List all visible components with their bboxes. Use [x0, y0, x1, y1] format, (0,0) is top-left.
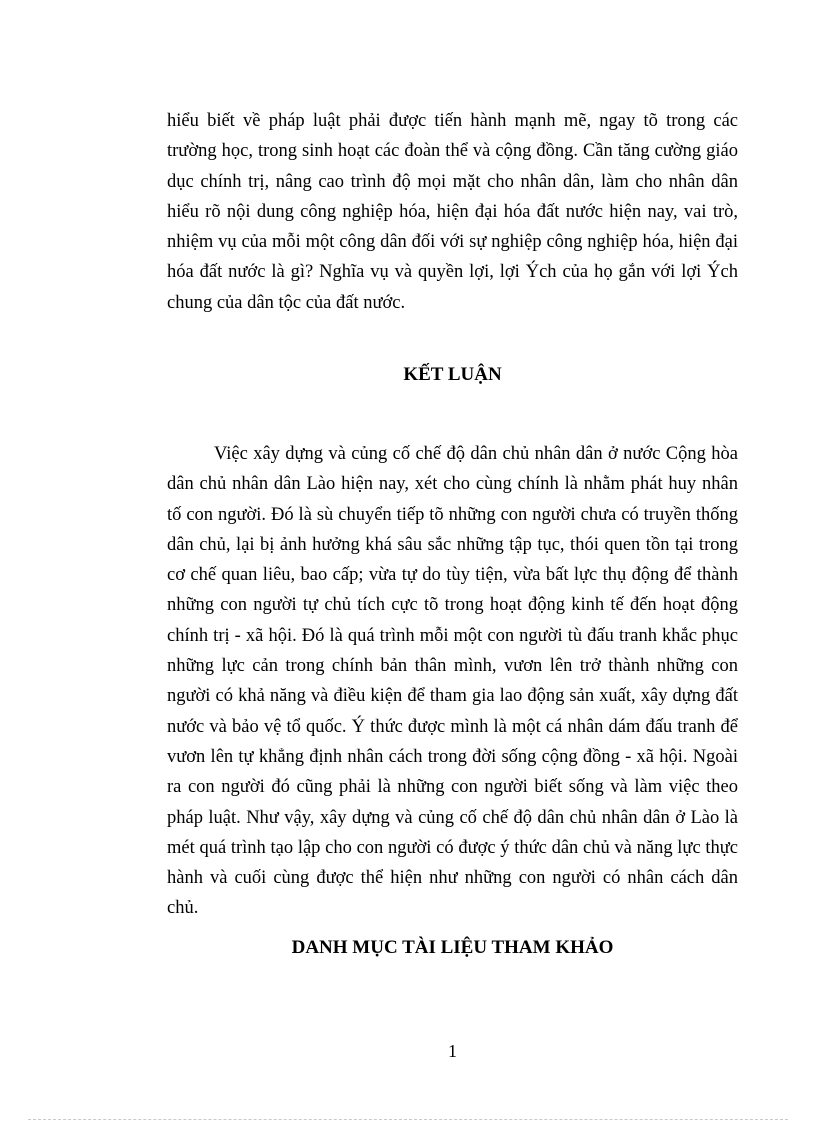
- page-number: 1: [448, 1041, 457, 1061]
- heading-references: DANH MỤC TÀI LIỆU THAM KHẢO: [291, 937, 614, 958]
- paragraph-conclusion-body: Việc xây dựng và củng cố chế độ dân chủ nhân dân ở nước Cộng hòa dân chủ nhân dân Lào hiện nay, xét cho cùng chính là nhằm phát huy nhân tố con người. Đó là sù chuyển tiếp tõ những con người chưa có truyền thống dân chủ, lại bị ảnh hưởng khá sâu sắc những tập tục, thói quen tồn tại trong cơ chế quan liêu, bao cấp; vừa tự do tùy tiện, vừa bất lực thụ động để thành những con người tự chủ tích cực tõ trong hoạt động kinh tế đến hoạt động chính trị - xã hội. Đó là quá trình mỗi một con người tù đấu tranh khắc phục những lực cản trong chính bản thân mình, vươn lên trở thành những con người có khả năng và điều kiện để tham gia lao động sản xuất, xây dựng đất nước và bảo vệ tổ quốc. Ý thức được mình là một cá nhân dám đấu tranh để vươn lên tự khẳng định nhân cách trong đời sống cộng đồng - xã hội. Ngoài ra con người đó cũng phải là những con người biết sống và làm việc theo pháp luật. Như vậy, xây dựng và củng cố chế độ dân chủ nhân dân ở Lào là mét quá trình tạo lập cho con người có được ý thức dân chủ và năng lực thực hành và cuối cùng được thể hiện như những con người có nhân cách dân chủ.: [167, 444, 738, 919]
- heading-conclusion: KẾT LUẬN: [403, 364, 502, 385]
- paragraph-continuation: hiểu biết về pháp luật phải được tiến hành mạnh mẽ, ngay tõ trong các trường học, trong sinh hoạt các đoàn thể và cộng đồng. Cần tăng cường giáo dục chính trị, nâng cao trình độ mọi mặt cho nhân dân, làm cho nhân dân hiểu rõ nội dung công nghiệp hóa, hiện đại hóa đất nước hiện nay, vai trò, nhiệm vụ của mỗi một công dân đối với sự nghiệp công nghiệp hóa, hiện đại hóa đất nước là gì? Nghĩa vụ và quyền lợi, lợi Ých của họ gắn với lợi Ých chung của dân tộc của đất nước.: [167, 111, 738, 313]
- page-break-divider: [28, 1119, 788, 1120]
